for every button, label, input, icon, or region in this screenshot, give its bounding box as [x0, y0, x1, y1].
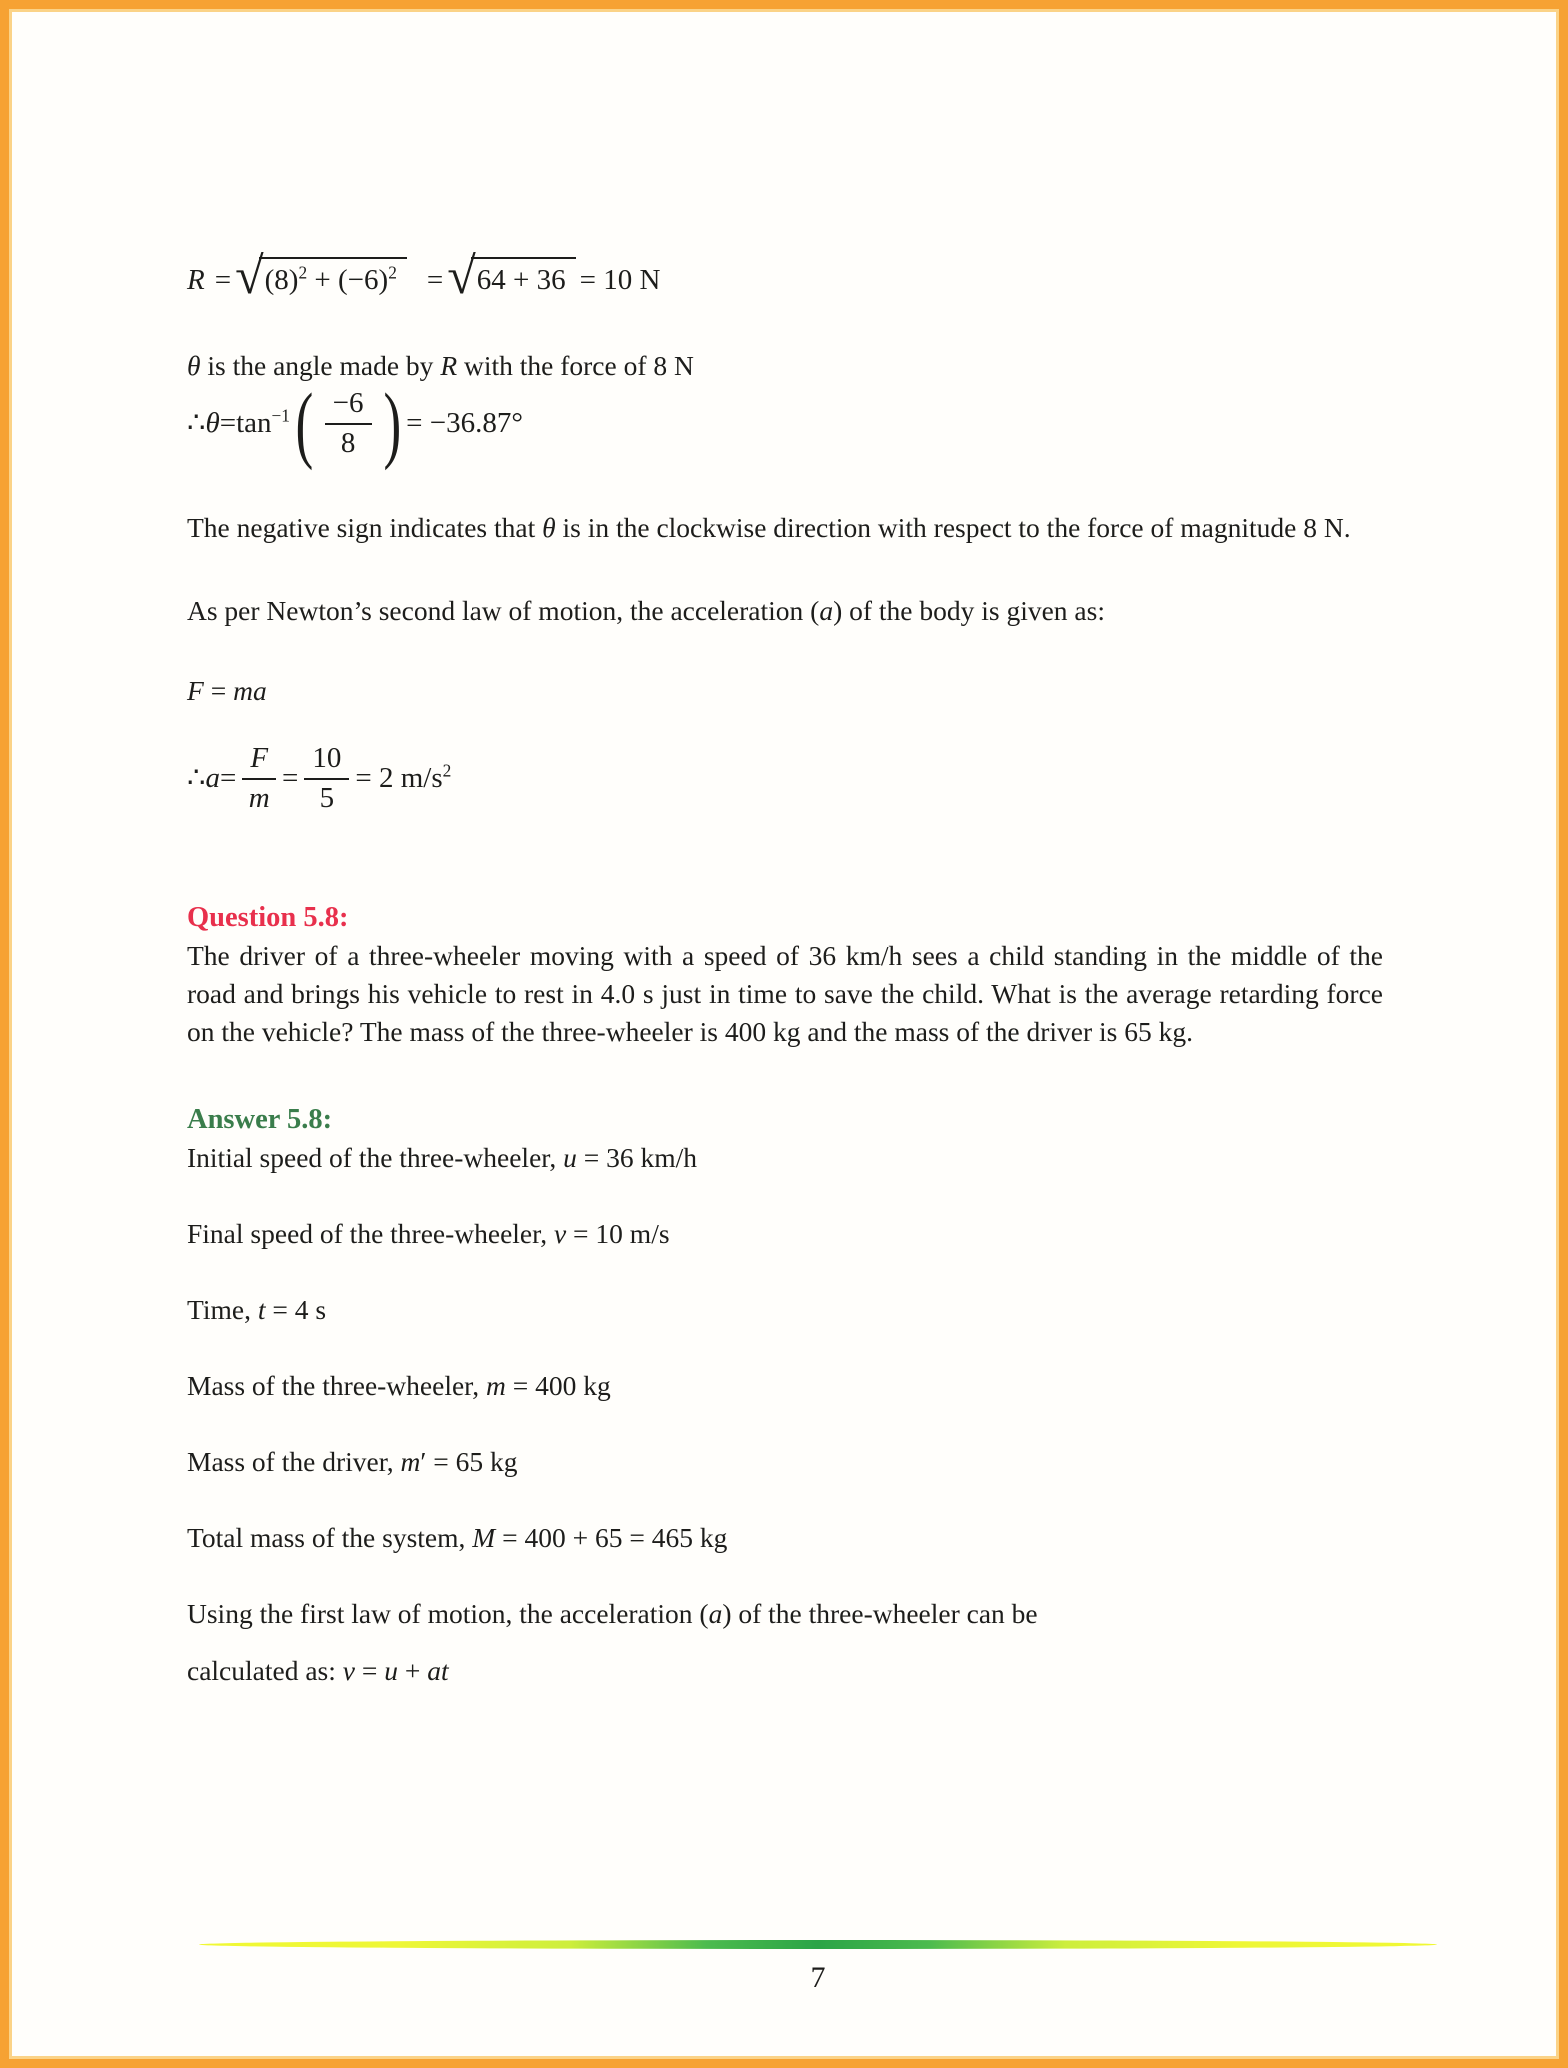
resultant-force-equation	[187, 248, 1383, 306]
equals-sign-2: =	[282, 761, 299, 794]
r-symbol: R	[440, 350, 458, 382]
equals-sign: =	[219, 761, 237, 794]
line-text: Initial speed of the three-wheeler,	[187, 1141, 564, 1173]
sentence-text: is the angle made by	[200, 350, 441, 382]
line-text: Total mass of the system,	[187, 1521, 473, 1553]
radical-sign-icon: √	[447, 248, 476, 306]
paragraph-text: The negative sign indicates that	[187, 511, 543, 543]
therefore-symbol: ∴	[187, 761, 206, 794]
M-symbol: M	[472, 1521, 496, 1553]
closing-sentence-line1	[187, 1595, 1383, 1633]
term-2: (−6)	[338, 264, 389, 296]
answer-line-time	[187, 1291, 1383, 1329]
answer-line-final-speed	[187, 1215, 1383, 1253]
resultant-var: R	[187, 264, 205, 296]
m-prime-symbol: m	[400, 1445, 421, 1477]
radicand-1	[259, 257, 407, 297]
sentence-text: calculated as:	[187, 1654, 343, 1686]
fraction-10-over-5	[304, 743, 349, 815]
resultant-result: = 10 N	[579, 264, 661, 296]
v-symbol: v	[342, 1654, 355, 1686]
line-text: Time,	[187, 1293, 258, 1325]
footer-divider-rule	[199, 1940, 1437, 1949]
line-text: = 36 km/h	[576, 1141, 698, 1173]
sentence-text: with the force of 8 N	[457, 350, 694, 382]
equals-sign: =	[214, 264, 232, 296]
equals-sign: =	[354, 1654, 385, 1686]
fraction-denominator: 8	[340, 427, 356, 460]
equals-sign: =	[203, 674, 234, 706]
theta-definition-sentence	[187, 347, 1383, 385]
ma-term: ma	[233, 674, 267, 706]
u-symbol: u	[384, 1654, 398, 1686]
radical-group-1	[235, 248, 407, 306]
fraction-numerator: 10	[304, 743, 349, 780]
newton-law-sentence	[187, 592, 1383, 630]
line-text: = 400 kg	[505, 1369, 611, 1401]
term-1: (8)	[264, 264, 299, 296]
answer-heading: Answer 5.8:	[187, 1103, 333, 1135]
force-equation	[187, 672, 1383, 710]
theta-symbol: θ	[187, 350, 201, 382]
close-paren: )	[382, 375, 401, 472]
question-body: The driver of a three-wheeler moving with a speed of 36 km/h sees a child standing in the middle of the road and brings his vehicle to rest in 4.0 s just in time to save the child. What is the average retarding force on the vehicle? The mass of the three-wheeler is 400 kg and the mass of the driver is 65 kg.	[187, 939, 1383, 1047]
fraction-numerator: F	[242, 743, 276, 780]
u-symbol: u	[563, 1141, 577, 1173]
fraction-denominator: m	[248, 781, 270, 814]
line-text: ′ = 65 kg	[420, 1445, 518, 1477]
answer-line-mass-driver	[187, 1443, 1383, 1481]
theta-result: = −36.87°	[406, 407, 523, 440]
fraction-numerator: −6	[325, 388, 372, 425]
line-text: = 10 m/s	[566, 1217, 670, 1249]
equals-sign: =	[219, 407, 237, 440]
a-symbol: a	[819, 594, 834, 626]
term-2-exponent: 2	[388, 262, 397, 283]
closing-sentence-line2	[187, 1652, 1383, 1690]
a-symbol: a	[708, 1597, 723, 1629]
radical-sign-icon: √	[235, 248, 264, 306]
term-1-exponent: 2	[298, 262, 308, 283]
fraction-minus6-over-8	[325, 388, 372, 460]
equals-sign-2: =	[426, 264, 444, 296]
acceleration-equation	[187, 743, 1383, 815]
page-number: 7	[810, 1961, 826, 1994]
tan-function	[236, 405, 291, 440]
force-var: F	[187, 674, 204, 706]
result-text: = 2 m/s	[355, 761, 443, 794]
paragraph-text: is in the clockwise direction with respect to the force of magnitude 8 N.	[555, 511, 1351, 543]
tan-label: tan	[236, 407, 272, 440]
answer-line-mass-vehicle	[187, 1367, 1383, 1405]
line-text: Mass of the three-wheeler,	[187, 1369, 486, 1401]
at-term: at	[427, 1654, 449, 1686]
sentence-text: Using the first law of motion, the acceleration (	[187, 1597, 709, 1629]
t-symbol: t	[257, 1293, 266, 1325]
question-heading: Question 5.8:	[187, 901, 349, 933]
line-text: Mass of the driver,	[187, 1445, 401, 1477]
plus-sign: +	[314, 264, 331, 296]
radical-group-2	[447, 248, 575, 306]
sentence-text: As per Newton’s second law of motion, the acceleration (	[187, 594, 820, 626]
plus-sign: +	[397, 1654, 428, 1686]
v-symbol: v	[553, 1217, 567, 1249]
fraction-denominator: 5	[319, 781, 335, 814]
fraction-F-over-m	[242, 743, 276, 815]
line-text: Final speed of the three-wheeler,	[187, 1217, 554, 1249]
theta-equation	[187, 375, 1383, 472]
m-symbol: m	[485, 1369, 506, 1401]
page-content	[9, 9, 1559, 1690]
radicand-2: 64 + 36	[471, 257, 576, 297]
theta-symbol: θ	[205, 407, 220, 440]
negative-sign-paragraph	[187, 509, 1383, 547]
answer-line-initial-speed	[187, 1139, 1383, 1177]
sentence-text: ) of the body is given as:	[833, 594, 1105, 626]
answer-line-total-mass	[187, 1519, 1383, 1557]
line-text: = 400 + 65 = 465 kg	[495, 1521, 728, 1553]
sentence-text: ) of the three-wheeler can be	[722, 1597, 1038, 1629]
tan-exponent: −1	[271, 405, 291, 426]
a-symbol: a	[205, 761, 220, 794]
result-exponent: 2	[442, 760, 452, 781]
open-paren: (	[295, 375, 314, 472]
acceleration-result	[355, 760, 452, 795]
theta-symbol: θ	[542, 511, 556, 543]
line-text: = 4 s	[265, 1293, 327, 1325]
therefore-symbol: ∴	[187, 407, 206, 440]
